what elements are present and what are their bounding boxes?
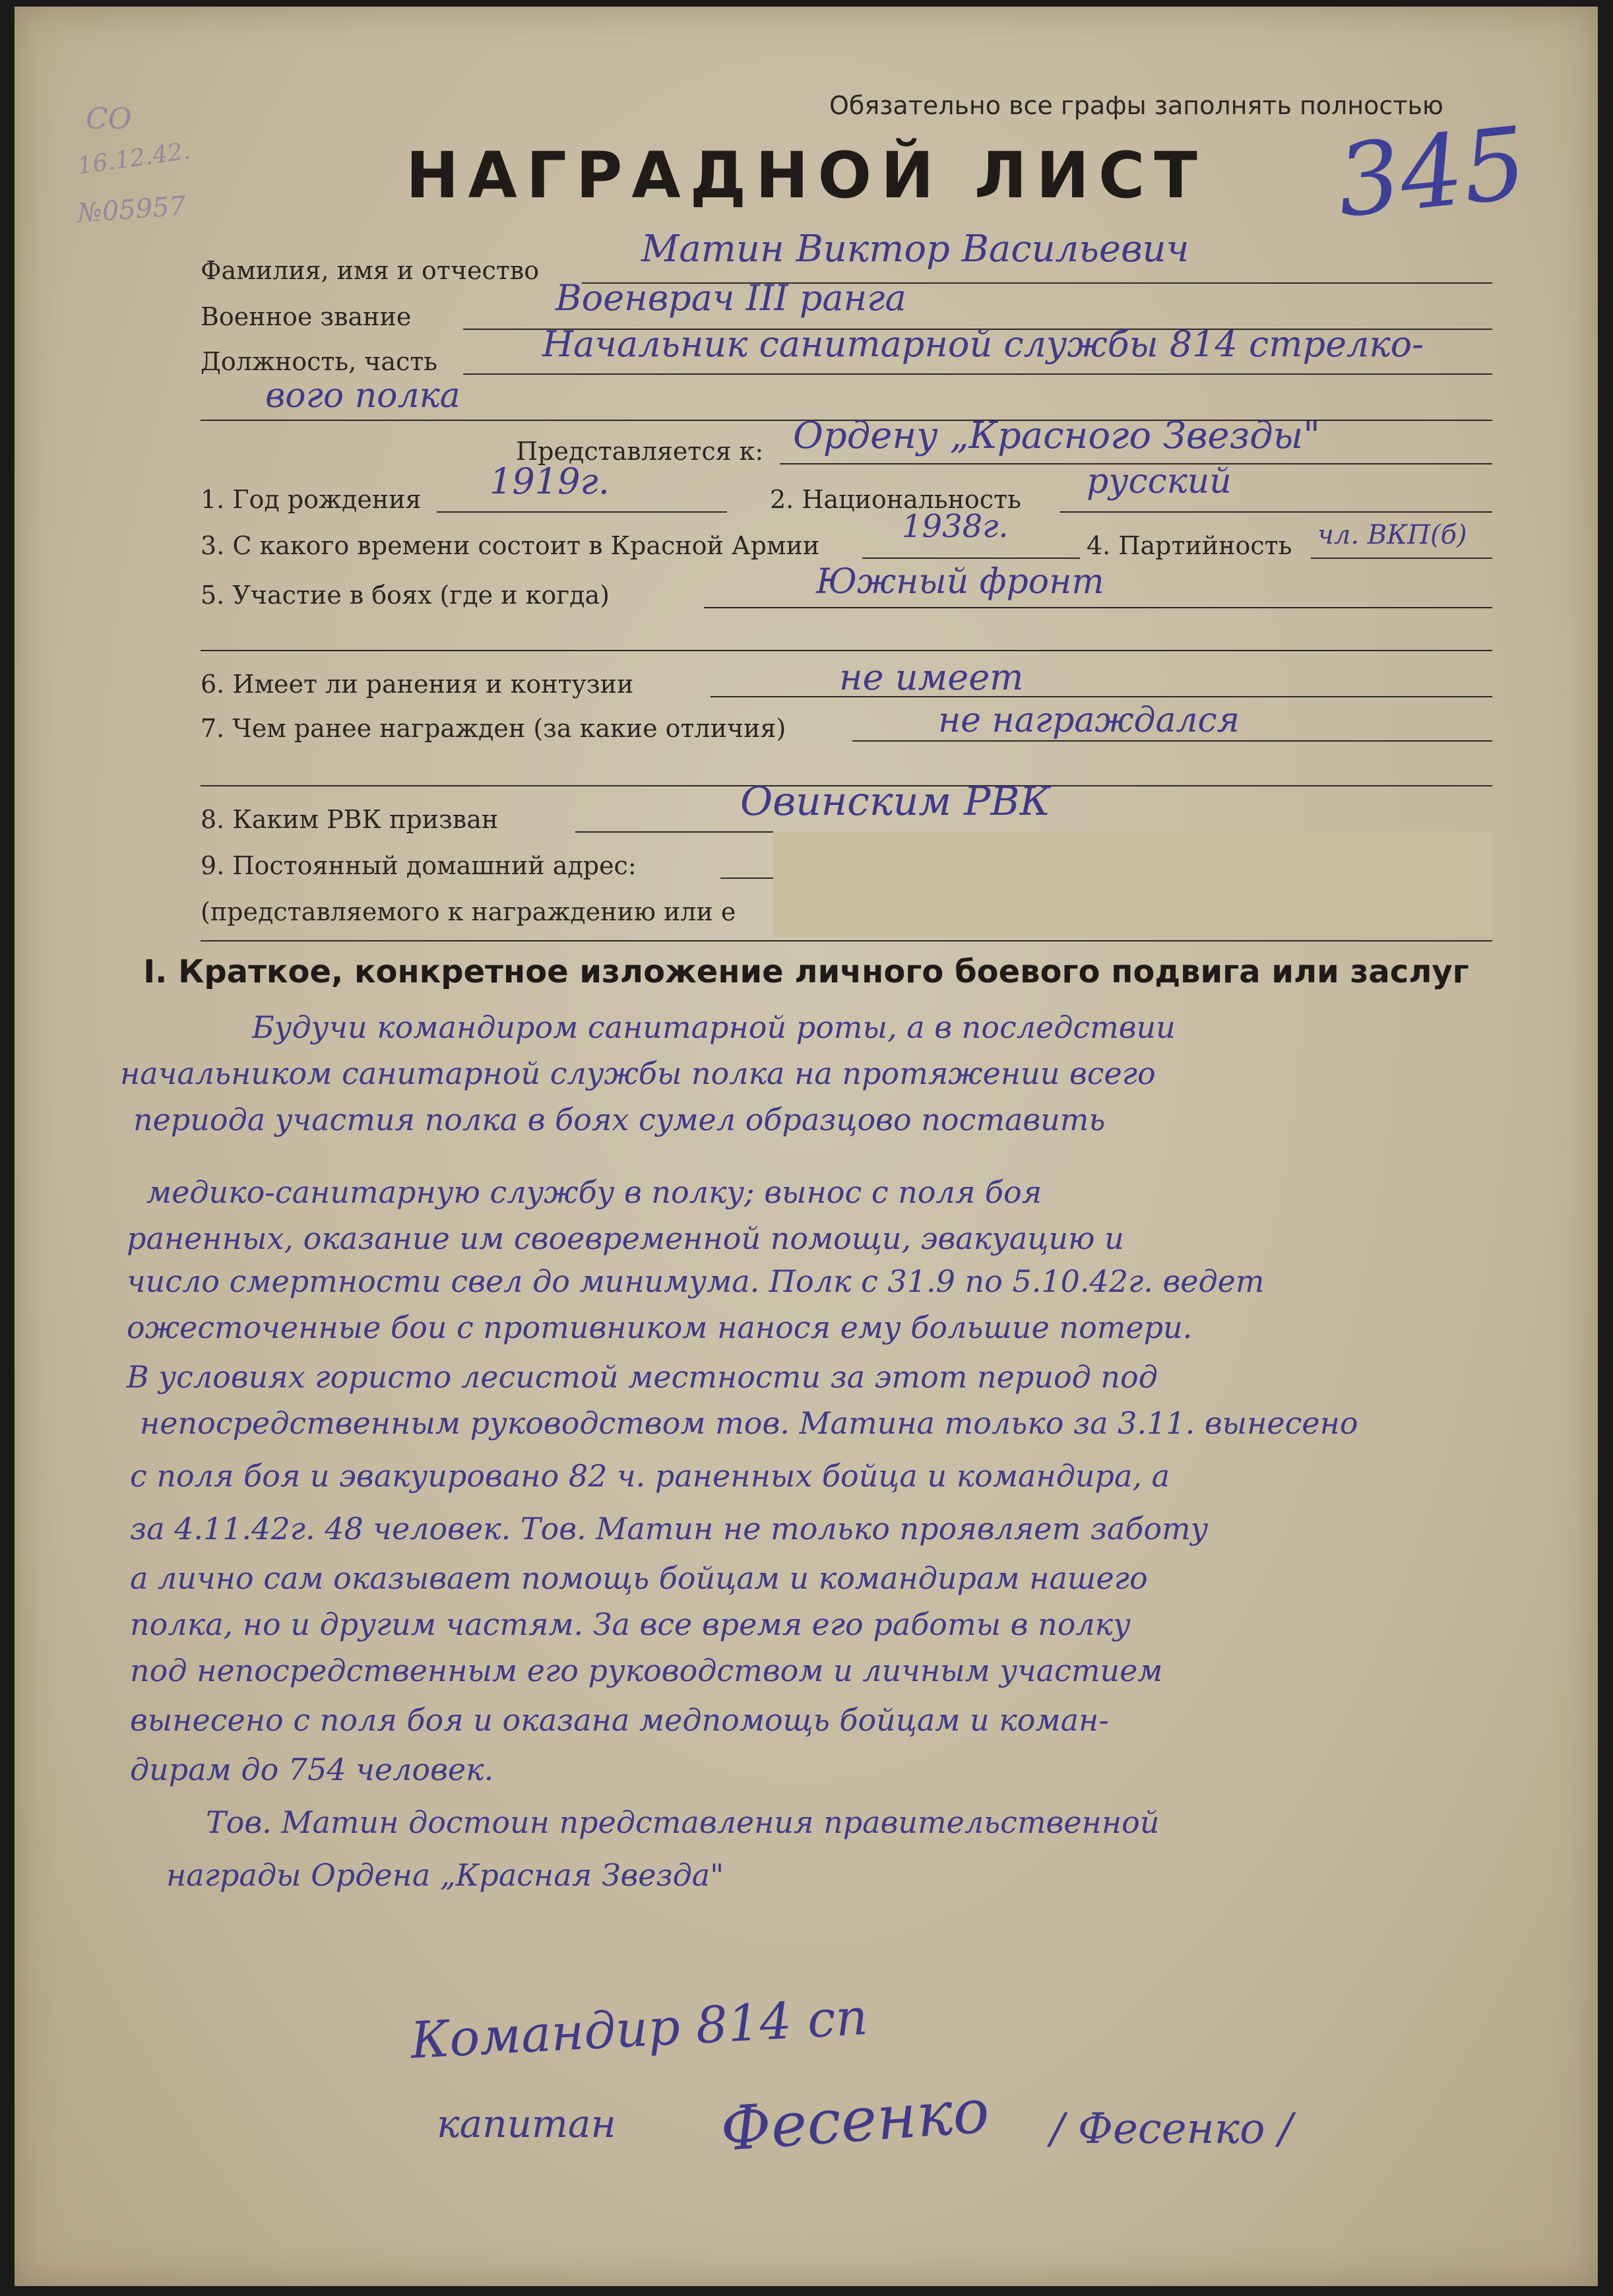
nominated-label: Представляется к: <box>516 437 764 466</box>
battles-rule <box>704 607 1492 608</box>
narrative-line: число смертности свел до минимума. Полк с 31.9 по 5.10.42г. ведет <box>127 1263 1265 1299</box>
commander-name: / Фесенко / <box>1050 2105 1293 2153</box>
margin-note-2: 16.12.42. <box>75 137 192 180</box>
birth-year-value: 1919г. <box>490 461 610 502</box>
nationality-label: 2. Национальность <box>770 485 1021 514</box>
award-sheet <box>15 7 1598 2286</box>
nominated-value: Ордену „Красного Звезды" <box>793 414 1320 457</box>
narrative-line: раненных, оказание им своевременной помощи, эвакуацию и <box>127 1221 1124 1256</box>
wounds-rule <box>711 696 1492 697</box>
narrative-line: за 4.11.42г. 48 человек. Тов. Матин не только проявляет заботу <box>130 1511 1209 1547</box>
narrative-line: дирам до 754 человек. <box>130 1752 494 1787</box>
narrative-line: под непосредственным его руководством и личным участием <box>130 1653 1163 1688</box>
narrative-line: вынесено с поля боя и оказана медпомощь бойцам и коман- <box>130 1702 1109 1738</box>
fill-notice: Обязательно все графы заполнять полностью <box>829 91 1443 120</box>
number-stamp: 345 <box>1331 106 1532 240</box>
narrative-line: В условиях гористо лесистой местности за этот период под <box>127 1359 1158 1395</box>
margin-note-1: СО <box>86 102 132 136</box>
full-name-value: Матин Виктор Васильевич <box>641 228 1189 271</box>
margin-note-3: №05957 <box>76 191 187 229</box>
full-name-label: Фамилия, имя и отчество <box>201 256 540 285</box>
battles-label: 5. Участие в боях (где и когда) <box>201 581 610 610</box>
position-label: Должность, часть <box>201 347 437 376</box>
narrative-line: полка, но и другим частям. За все время его работы в полку <box>130 1607 1131 1642</box>
birth-year-rule <box>437 511 727 513</box>
battles-rule-2 <box>201 650 1492 651</box>
position-value-line1: Начальник санитарной службы 814 стрелко- <box>542 323 1424 365</box>
nationality-value: русский <box>1087 462 1232 501</box>
birth-year-label: 1. Год рождения <box>201 485 422 514</box>
awards-value: не награждался <box>938 701 1240 740</box>
narrative-line: а лично сам оказывает помощь бойцам и командирам нашего <box>130 1560 1148 1596</box>
rvk-value: Овинским РВК <box>740 779 1051 825</box>
position-rule-1 <box>463 373 1492 375</box>
battles-value: Южный фронт <box>816 562 1104 602</box>
wounds-label: 6. Имеет ли ранения и контузии <box>201 670 634 699</box>
party-value: чл. ВКП(б) <box>1317 520 1467 550</box>
page-title: НАГРАДНОЙ ЛИСТ <box>406 139 1207 212</box>
narrative-line: награды Ордена „Красная Звезда" <box>166 1857 724 1893</box>
section-heading: I. Краткое, конкретное изложение личного боевого подвига или заслуг <box>143 953 1469 990</box>
rank-value: Военврач III ранга <box>555 277 906 319</box>
party-label: 4. Партийность <box>1087 531 1292 560</box>
redacted-address <box>773 831 1492 937</box>
address-rule-2 <box>201 940 1492 941</box>
narrative-line: ожесточенные бои с противником нанося ему большие потери. <box>127 1310 1193 1345</box>
party-rule <box>1311 558 1492 559</box>
narrative-line: Будучи командиром санитарной роты, а в последствии <box>252 1009 1176 1045</box>
narrative-line: периода участия полка в боях сумел образцово поставить <box>133 1102 1106 1137</box>
wounds-value: не имеет <box>839 656 1024 698</box>
awards-label: 7. Чем ранее награжден (за какие отличия) <box>201 714 786 743</box>
nationality-rule <box>1060 511 1492 513</box>
address-label: 9. Постоянный домашний адрес: <box>201 851 637 880</box>
army-since-rule <box>862 558 1080 559</box>
rank-label: Военное звание <box>201 302 412 331</box>
narrative-line: медико-санитарную службу в полку; вынос с поля боя <box>146 1174 1042 1210</box>
narrative-line: Тов. Матин достоин представления правительственной <box>206 1804 1160 1840</box>
army-since-value: 1938г. <box>902 508 1009 545</box>
narrative-line: начальником санитарной службы полка на протяжении всего <box>120 1056 1156 1091</box>
commander-title: Командир 814 сп <box>409 1987 870 2070</box>
army-since-label: 3. С какого времени состоит в Красной Армии <box>201 531 820 560</box>
commander-rank: капитан <box>437 2101 616 2146</box>
rvk-label: 8. Каким РВК призван <box>201 805 499 834</box>
position-value-line2: вого полка <box>265 376 460 416</box>
narrative-line: с поля боя и эвакуировано 82 ч. раненных бойца и командира, а <box>130 1458 1170 1494</box>
address-label-2: (представляемого к награждению или е <box>201 897 736 926</box>
commander-signature: Фесенко <box>718 2075 992 2165</box>
awards-rule <box>852 740 1492 742</box>
narrative-line: непосредственным руководством тов. Матина только за 3.11. вынесено <box>140 1405 1358 1441</box>
